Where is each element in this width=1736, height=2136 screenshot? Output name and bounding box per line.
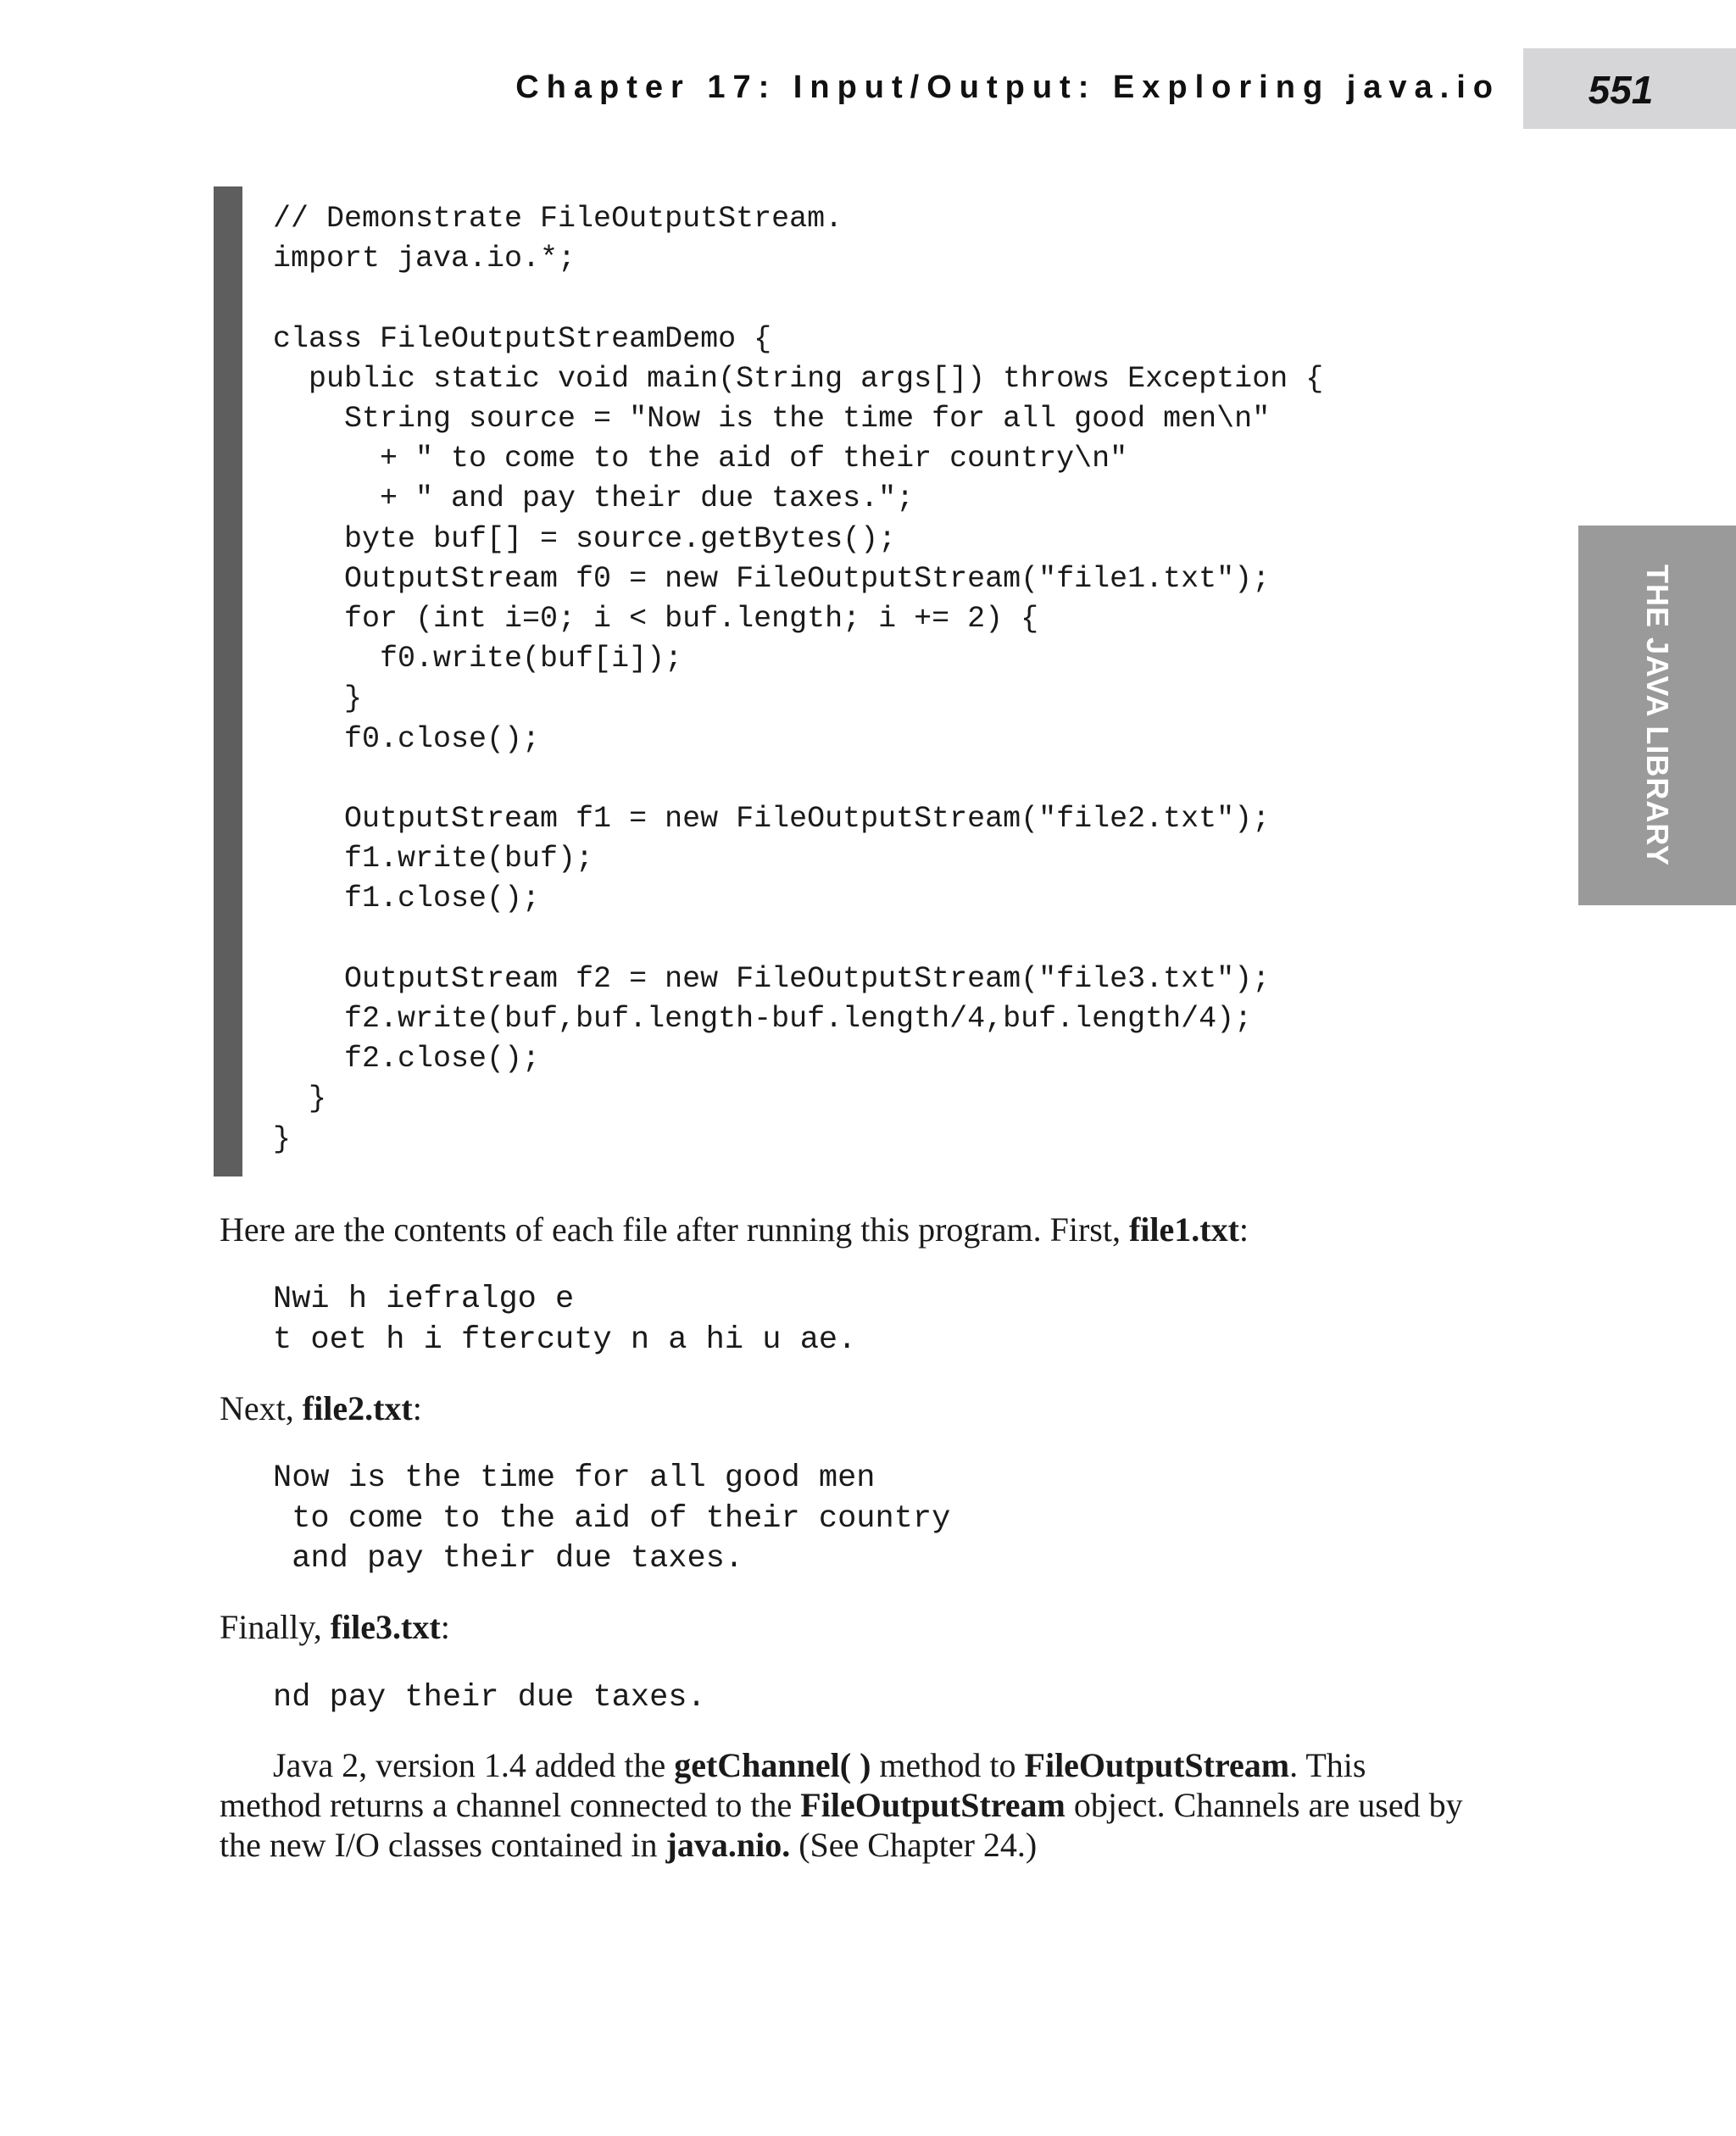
output-file1: Nwi h iefralgo e t oet h i ftercuty n a hi u ae.	[273, 1282, 857, 1358]
file1-name: file1.txt	[1128, 1210, 1239, 1249]
paragraph-getchannel: Java 2, version 1.4 added the getChannel( ) method to FileOutputStream. This method returns a channel connected to the FileOutputStream object. Channels are used by the new I/O classes contained in java.nio. (See Chapter 24.)	[220, 1746, 1463, 1864]
page-number: 551	[1588, 68, 1654, 112]
running-header: Chapter 17: Input/Output: Exploring java.io	[515, 70, 1500, 105]
output-file2: Now is the time for all good men to come to the aid of their country and pay their due taxes.	[273, 1460, 951, 1577]
section-side-tab	[1578, 526, 1736, 905]
file2-name: file2.txt	[302, 1389, 413, 1427]
output-file3: nd pay their due taxes.	[273, 1680, 706, 1716]
code-listing: // Demonstrate FileOutputStream. import java.io.*; class FileOutputStreamDemo { public static void main(String args[]) throws Exception { String source = "Now is the time for all good men\n" + " to come to the aid of their country\n" + " and pay their due taxes."; byte buf[] = source.getBytes(); OutputStream f0 = new FileOutputStream("file1.txt"); for (int i=0; i < buf.length; i += 2) { f0.write(buf[i]); } f0.close(); OutputStream f1 = new FileOutputStream("file2.txt"); f1.write(buf); f1.close(); OutputStream f2 = new FileOutputStream("file3.txt"); f2.write(buf,buf.length-buf.length/4,buf.length/4); f2.close(); } }	[273, 202, 1324, 1156]
paragraph-file3-intro: Finally, file3.txt:	[220, 1608, 450, 1646]
section-tab-label: THE JAVA LIBRARY	[1640, 564, 1675, 867]
file3-name: file3.txt	[330, 1608, 441, 1646]
code-listing-bar	[214, 186, 242, 1176]
page-number-tab	[1523, 48, 1736, 129]
paragraph-file2-intro: Next, file2.txt:	[220, 1389, 422, 1427]
paragraph-file1-intro: Here are the contents of each file after running this program. First, file1.txt:	[220, 1210, 1249, 1249]
